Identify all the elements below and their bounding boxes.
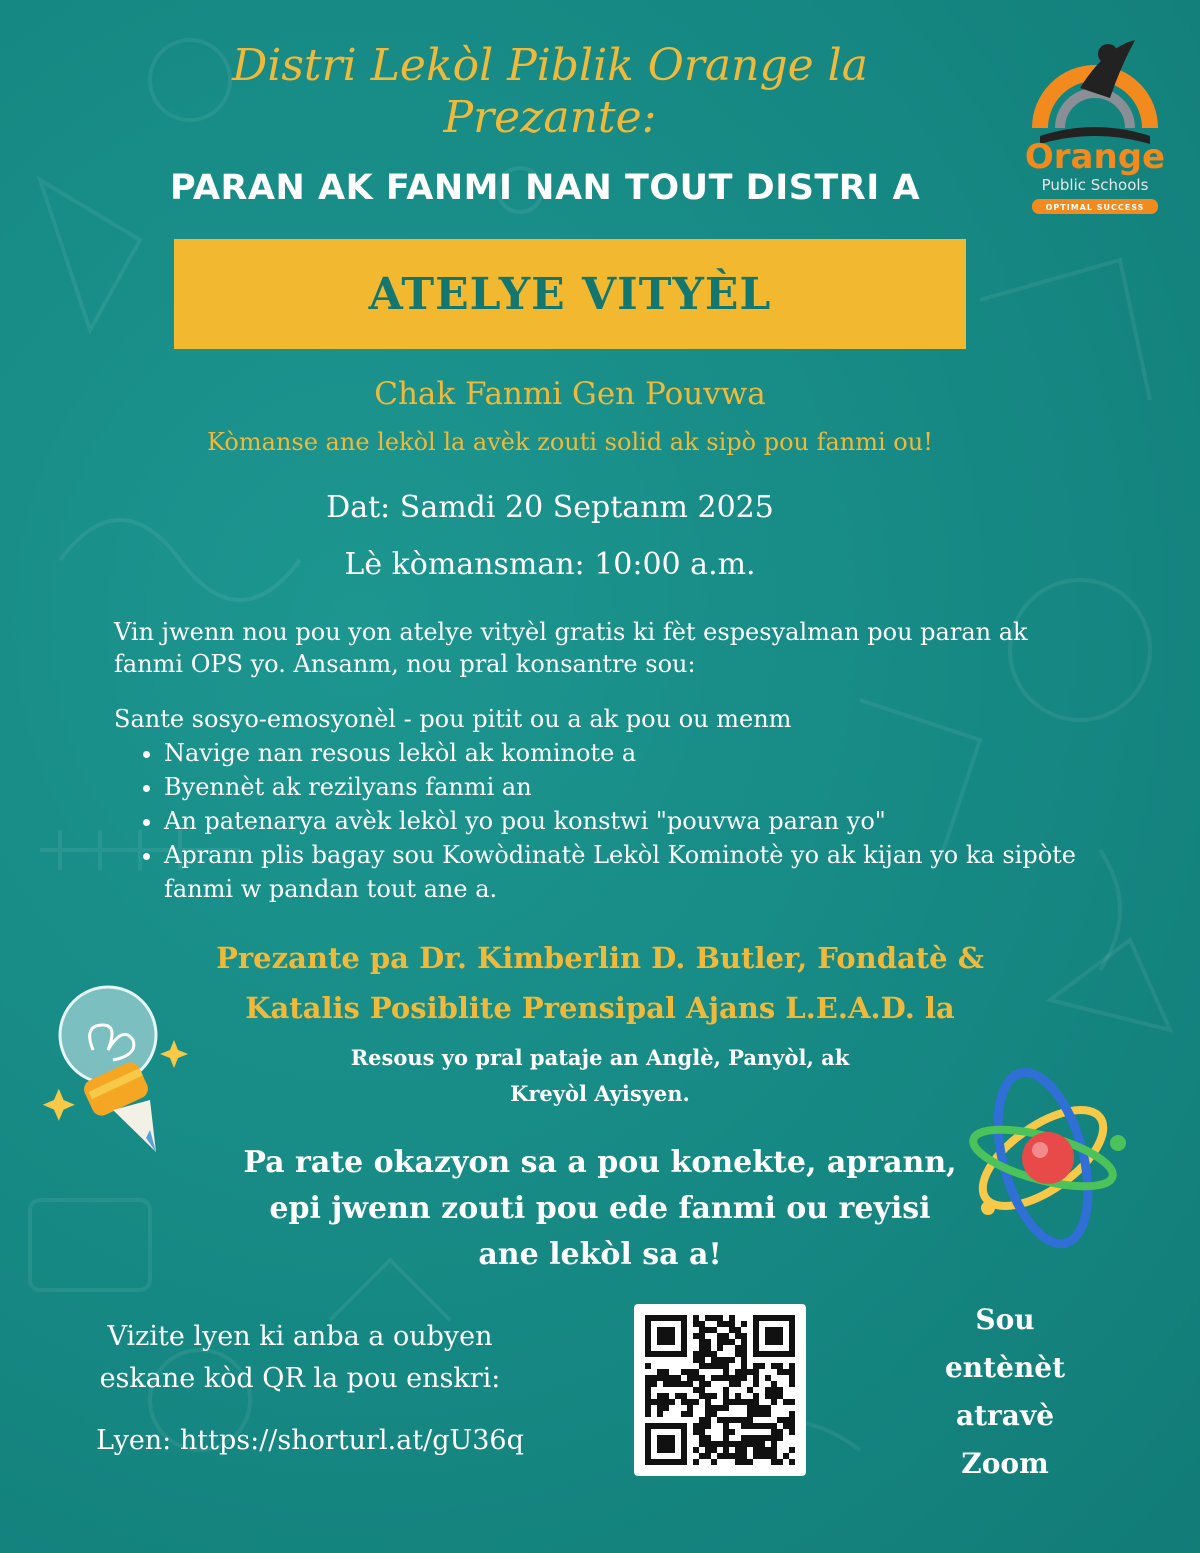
list-item: • An patenarya avèk lekòl yo pou konstwi "pouvwa paran yo"	[164, 804, 1114, 838]
logo-word: Orange	[1024, 137, 1166, 177]
list-item: • Aprann plis bagay sou Kowòdinatè Lekòl Kominotè yo ak kijan yo ka sipòte fanmi w pandan tout ane a.	[164, 838, 1114, 906]
event-time: Lè kòmansman: 10:00 a.m.	[344, 547, 756, 582]
presenter-line2: Katalis Posiblite Prensipal Ajans L.E.A.D. la	[245, 991, 955, 1025]
title-banner	[174, 239, 966, 349]
banner-title: ATELYE VITYÈL	[368, 268, 772, 320]
intro-line1: Distri Lekòl Piblik Orange la	[232, 40, 868, 91]
logo-motto: OPTIMAL SUCCESS	[1045, 203, 1145, 212]
resources-note	[240, 1040, 960, 1112]
tagline: Kòmanse ane lekòl la avèk zouti solid ak sipò pou fanmi ou!	[207, 428, 933, 456]
focus-intro: Sante sosyo-emosyonèl - pou pitit ou a ak pou ou menm	[114, 705, 792, 733]
zoom-line2: entènèt	[944, 1351, 1066, 1384]
headline: PARAN AK FANMI NAN TOUT DISTRI A	[169, 168, 921, 208]
intro-text	[120, 40, 980, 144]
list-item: • Navige nan resous lekòl ak kominote a	[164, 736, 1114, 770]
description: Vin jwenn nou pou yon atelye vityèl gratis ki fèt espesyalman pou paran ak fanmi OPS yo. Ansanm, nou pral konsantre sou:	[114, 618, 1028, 678]
call-to-action	[190, 1140, 1010, 1278]
resources-line2: Kreyòl Ayisyen.	[510, 1081, 690, 1106]
register-instructions	[40, 1316, 560, 1400]
register-line1: Vizite lyen ki anba a oubyen	[107, 1321, 493, 1352]
intro-line2: Prezante:	[443, 92, 657, 143]
presenter	[160, 933, 1040, 1033]
logo-sub: Public Schools	[1041, 176, 1149, 194]
school-logo-icon	[1010, 28, 1180, 224]
cta-line1: Pa rate okazyon sa a pou konekte, aprann,	[243, 1145, 957, 1180]
zoom-line3: atravè	[955, 1399, 1055, 1432]
cta-line3: ane lekòl sa a!	[478, 1237, 722, 1272]
presenter-line1: Prezante pa Dr. Kimberlin D. Butler, Fondatè &	[216, 941, 984, 975]
registration-link[interactable]: Lyen: https://shorturl.at/gU36q	[96, 1425, 524, 1456]
zoom-line4: Zoom	[961, 1447, 1049, 1480]
cta-line2: epi jwenn zouti pou ede fanmi ou reyisi	[269, 1191, 931, 1226]
qr-code-icon[interactable]	[634, 1304, 806, 1476]
event-date: Dat: Samdi 20 Septanm 2025	[326, 490, 774, 525]
resources-line1: Resous yo pral pataje an Anglè, Panyòl, ak	[350, 1045, 850, 1070]
subtitle: Chak Fanmi Gen Pouvwa	[374, 376, 766, 412]
lightbulb-pencil-icon	[38, 980, 188, 1170]
zoom-line1: Sou	[975, 1303, 1035, 1336]
list-item: • Byennèt ak rezilyans fanmi an	[164, 770, 1114, 804]
register-line2: eskane kòd QR la pou enskri:	[99, 1363, 501, 1394]
zoom-note	[920, 1296, 1090, 1488]
topic-list	[114, 736, 1114, 906]
